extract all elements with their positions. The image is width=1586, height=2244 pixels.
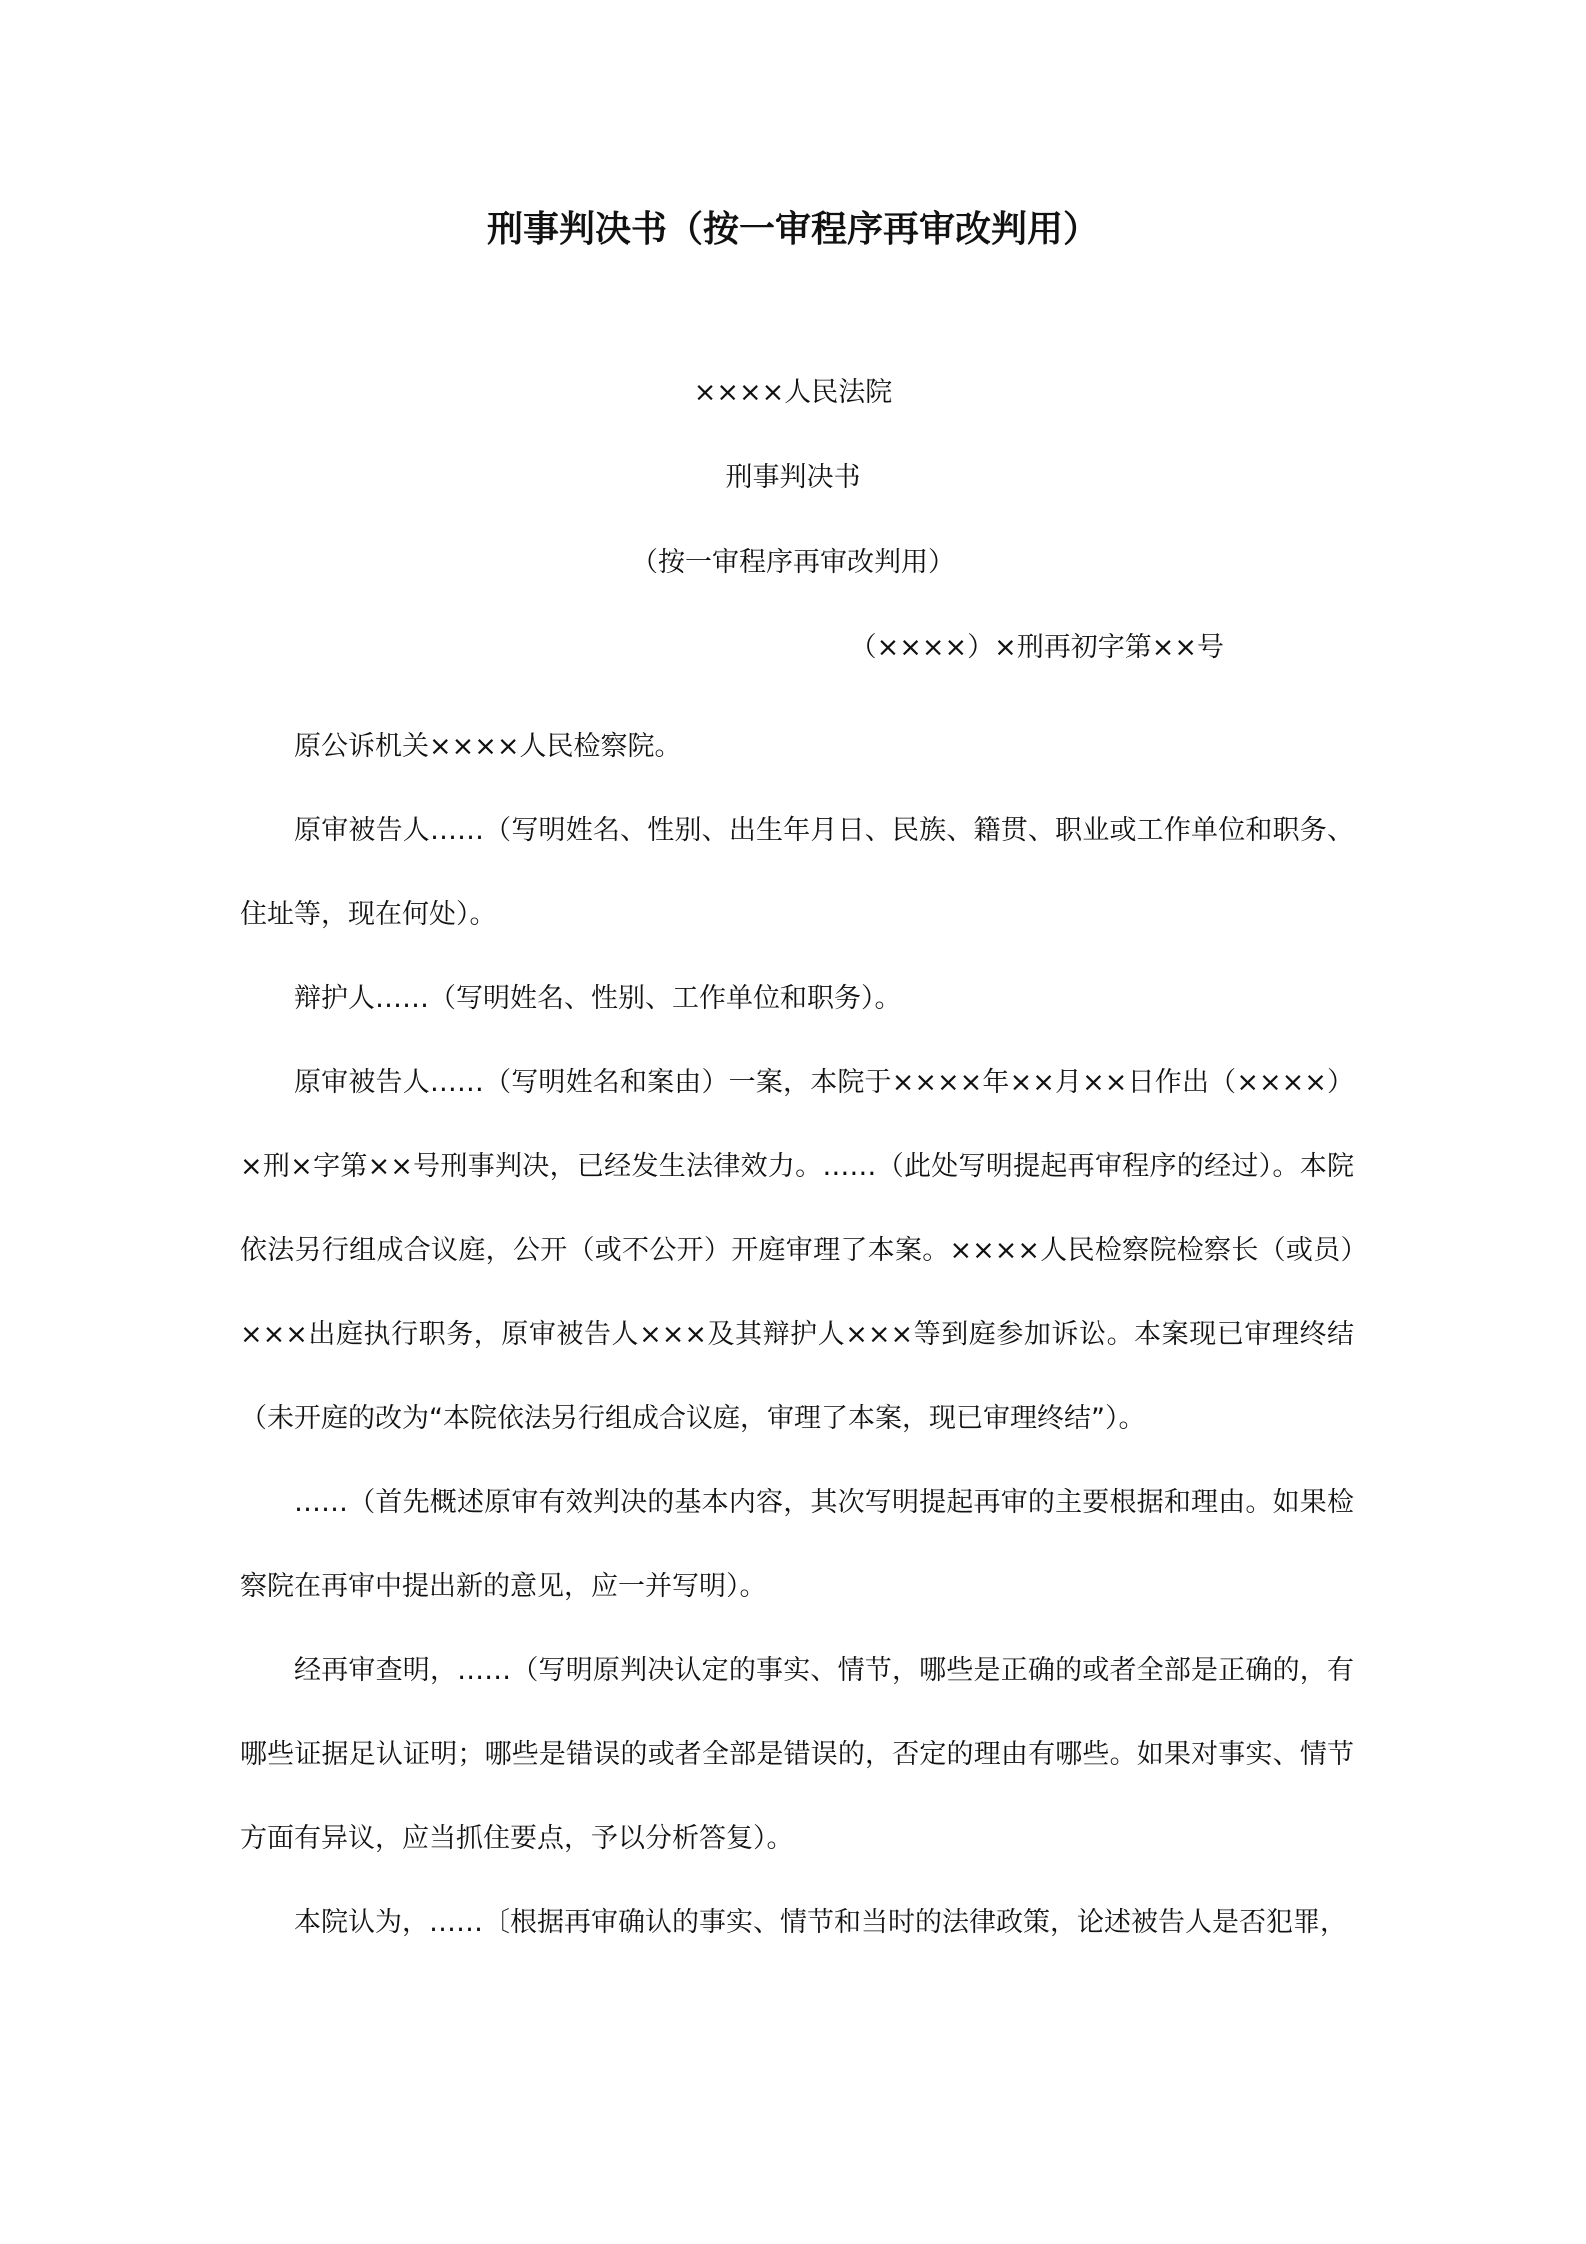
paragraph-prosecutor: 原公诉机关××××人民检察院。 (294, 731, 682, 762)
document-type: 刑事判决书 (725, 462, 861, 493)
document-subtype: （按一审程序再审改判用） (631, 547, 955, 578)
paragraph-case-history: 原审被告人……（写明姓名和案由）一案，本院于××××年××月××日作出（××××）×刑×字第××号刑事判决，已经发生法律效力。……（此处写明提起再审程序的经过）。本院依法另行组成合议庭，公开（或不公开）开庭审理了本案。××××人民检察院检察长（或员）×××出庭执行职务，原审被告人×××及其辩护人×××等到庭参加诉讼。本案现已审理终结（未开庭的改为“本院依法另行组成合议庭，审理了本案，现已审理终结”）。 (240, 1067, 1354, 1434)
paragraph-original-judgment: ……（首先概述原审有效判决的基本内容，其次写明提起再审的主要根据和理由。如果检察院在再审中提出新的意见，应一并写明）。 (240, 1487, 1354, 1602)
case-number: （××××）×刑再初字第××号 (849, 632, 1224, 663)
court-name: ××××人民法院 (693, 377, 893, 408)
paragraph-defendant: 原审被告人……（写明姓名、性别、出生年月日、民族、籍贯、职业或工作单位和职务、住址等，现在何处）。 (240, 815, 1354, 930)
document-body (240, 705, 1354, 1965)
paragraph-court-opinion: 本院认为，……〔根据再审确认的事实、情节和当时的法律政策，论述被告人是否犯罪， (294, 1907, 1347, 1938)
paragraph-defender: 辩护人……（写明姓名、性别、工作单位和职务）。 (294, 983, 902, 1014)
document-title: 刑事判决书（按一审程序再审改判用） (486, 209, 1099, 250)
paragraph-retrial-findings: 经再审查明，……（写明原判决认定的事实、情节，哪些是正确的或者全部是正确的，有哪些证据足认证明；哪些是错误的或者全部是错误的，否定的理由有哪些。如果对事实、情节方面有异议，应当抓住要点，予以分析答复）。 (240, 1655, 1354, 1854)
